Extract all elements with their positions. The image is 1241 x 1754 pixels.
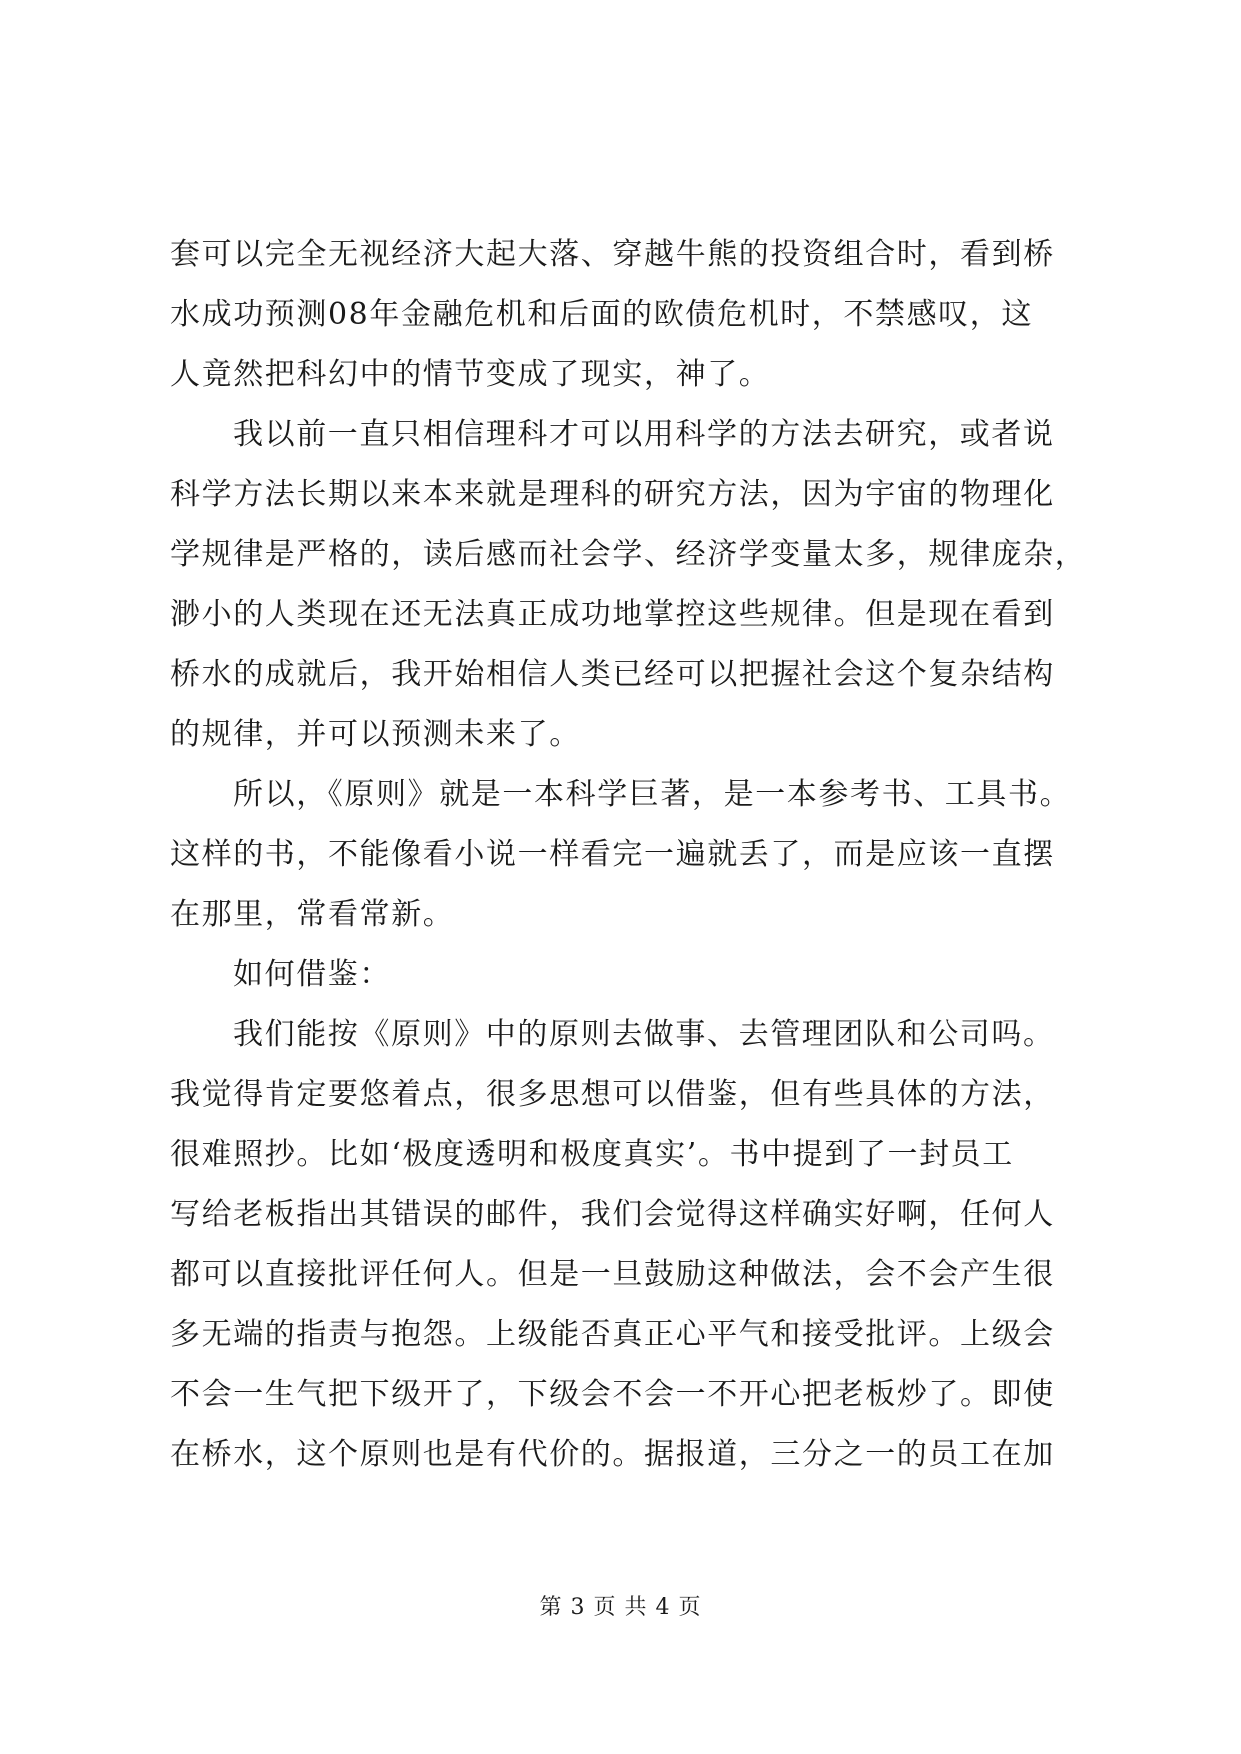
- text-line: 如何借鉴：: [233, 957, 391, 992]
- text-line: 人竟然把科幻中的情节变成了现实，神了。: [170, 357, 771, 392]
- text-line: 这样的书，不能像看小说一样看完一遍就丢了，而是应该一直摆: [170, 837, 1055, 872]
- page-footer: 第 3 页 共 4 页: [539, 1595, 702, 1620]
- text-line: 渺小的人类现在还无法真正成功地掌控这些规律。但是现在看到: [170, 597, 1055, 632]
- text-line: 在桥水，这个原则也是有代价的。据报道，三分之一的员工在加: [170, 1437, 1055, 1472]
- text-line: 学规律是严格的，读后感而社会学、经济学变量太多，规律庞杂，: [170, 537, 1087, 572]
- text-line: 的规律，并可以预测未来了。: [170, 717, 581, 752]
- text-line: 水成功预测08年金融危机和后面的欧债危机时，不禁感叹，这: [170, 297, 1033, 332]
- text-line: 在那里，常看常新。: [170, 897, 455, 932]
- text-line: 所以，《原则》就是一本科学巨著，是一本参考书、工具书。: [233, 777, 1072, 812]
- text-line: 科学方法长期以来本来就是理科的研究方法，因为宇宙的物理化: [170, 477, 1055, 512]
- text-line: 写给老板指出其错误的邮件，我们会觉得这样确实好啊，任何人: [170, 1197, 1055, 1232]
- text-line: 我觉得肯定要悠着点，很多思想可以借鉴，但有些具体的方法，: [170, 1077, 1055, 1112]
- text-line: 很难照抄。比如‘极度透明和极度真实’。书中提到了一封员工: [170, 1137, 1014, 1172]
- text-line: 我们能按《原则》中的原则去做事、去管理团队和公司吗。: [233, 1017, 1055, 1052]
- document-body: [170, 225, 1087, 1485]
- text-line: 套可以完全无视经济大起大落、穿越牛熊的投资组合时，看到桥: [170, 237, 1055, 272]
- text-line: 不会一生气把下级开了，下级会不会一不开心把老板炒了。即使: [170, 1377, 1055, 1412]
- text-line: 桥水的成就后，我开始相信人类已经可以把握社会这个复杂结构: [170, 657, 1055, 692]
- text-line: 都可以直接批评任何人。但是一旦鼓励这种做法，会不会产生很: [170, 1257, 1055, 1292]
- text-line: 我以前一直只相信理科才可以用科学的方法去研究，或者说: [233, 417, 1055, 452]
- text-line: 多无端的指责与抱怨。上级能否真正心平气和接受批评。上级会: [170, 1317, 1055, 1352]
